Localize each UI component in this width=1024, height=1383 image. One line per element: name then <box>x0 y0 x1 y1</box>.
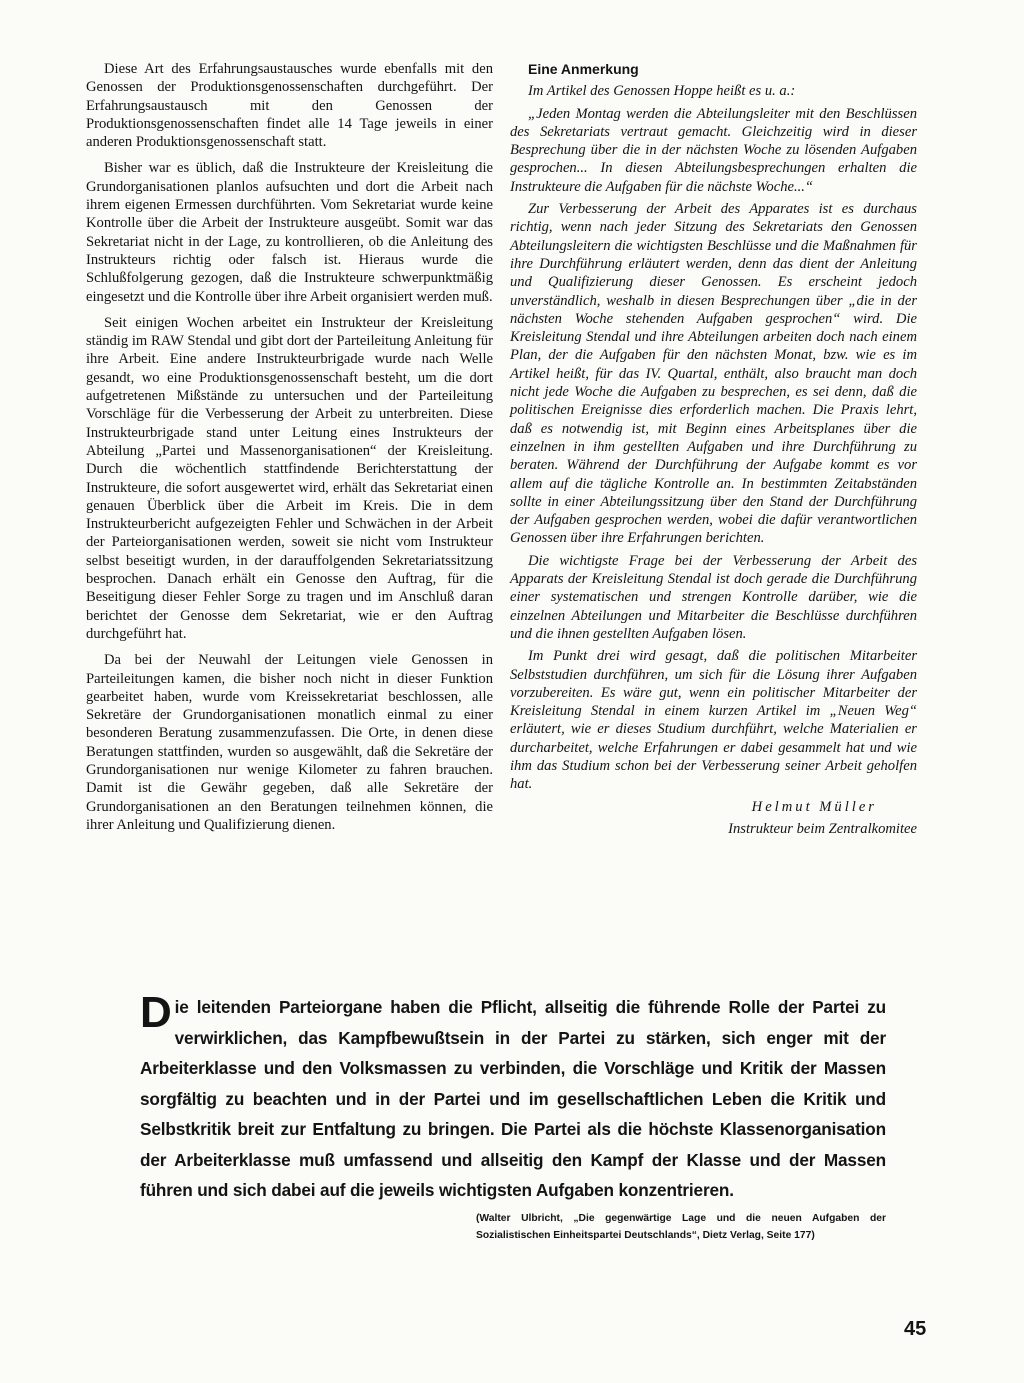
page-number: 45 <box>904 1318 927 1340</box>
right-paragraph-5: Im Punkt drei wird gesagt, daß die politischen Mitarbeiter Selbststudien durchführen, um sich für die Lösung ihrer Aufgaben vorzubereiten. Es wäre gut, wenn ein politischer Mitarbeiter der Kreisleitung Stendal in einem kurzen Artikel im „Neuen Weg“ erläutert, wie er dieses Studium durchführt, welche Materialien er durcharbeitet, welche Erfahrungen er dabei gesammelt hat und wie ihm das Studium schon bei der Verbesserung seiner Arbeit geholfen hat. <box>510 648 917 793</box>
right-paragraph-4: Die wichtigste Frage bei der Verbesserung der Arbeit des Apparats der Kreisleitung Stendal ist doch gerade die Durchführung einer systematischen und strengen Kontrolle darüber, wie die einzelnen Abteilungen und Mitarbeiter die Beschlüsse durchführen und die ihnen gestellten Aufgaben lösen. <box>510 552 917 642</box>
left-paragraph-3: Seit einigen Wochen arbeitet ein Instrukteur der Kreisleitung ständig im RAW Stendal und gibt dort der Parteileitung Anleitung für ihre Arbeit. Eine andere Instrukteurbrigade wurde nach Welle gesandt, wo eine Produktionsgenossenschaft besteht, um die dort aufgetretenen Mißstände zu untersuchen und der Parteileitung Vorschläge für die Verbesserung der Arbeit zu unterbreiten. Diese Instrukteurbrigade stand unter Leitung eines Instrukteurs der Abteilung „Partei und Massenorganisationen“ der Kreisleitung. Durch die wöchentlich stattfindende Berichterstattung der Instrukteure, die sofort ausgewertet wird, erhält das Sekretariat einen genauen Überblick über die Arbeit im Kreis. Die in dem Instrukteurbericht aufgezeigten Fehler und Schwächen in der Arbeit der Parteiorganisationen werden, soweit sie nicht vom Instrukteur selbst beseitigt wurden, in der darauffolgenden Sekretariatssitzung besprochen. Danach erhält ein Genosse den Auftrag, für die Beseitigung dieser Fehler Sorge zu tragen und im Anschluß daran berichtet der Genosse dem Sekretariat, wie er den Auftrag durchgeführt hat. <box>86 314 493 642</box>
left-paragraph-4: Da bei der Neuwahl der Leitungen viele Genossen in Parteileitungen kamen, die bisher noch nicht in dieser Funktion gearbeitet haben, wurde vom Kreissekretariat beschlossen, alle Sekretäre der Grundorganisationen monatlich einmal zu einer besonderen Beratung zusammenzufassen. Die Orte, in denen diese Beratungen stattfinden, wurden so ausgewählt, daß die Sekretäre der Grundorganisationen nur wenige Kilometer zu fahren brauchen. Damit ist die Gewähr gegeben, daß alle Sekretäre der Grundorganisationen an den Beratungen teilnehmen können, die ihrer Anleitung und Qualifizierung dienen. <box>86 652 493 833</box>
quote-text: ie leitenden Parteiorgane haben die Pflicht, allseitig die führende Rolle der Partei zu verwirklichen, das Kampfbewußtsein in der Partei zu stärken, sich enger mit der Arbeiterklasse und den Volksmassen zu verbinden, die Vorschläge und Kritik der Massen sorgfältig zu beachten und in der Partei und im gesellschaftlichen Leben die Kritik und Selbstkritik breit zur Entfaltung zu bringen. Die Partei als die höchste Klassenorganisation der Arbeiterklasse muß umfassend und allseitig den Kampf der Klasse und der Massen führen und sich dabei auf die jeweils wichtigsten Aufgaben konzentrieren. <box>140 997 886 1200</box>
signature-name: Helmut Müller <box>751 798 877 815</box>
quote-source: (Walter Ulbricht, „Die gegenwärtige Lage und die neuen Aufgaben der Sozialistischen Einheitspartei Deutschlands“, Dietz Verlag, Seite 177) <box>476 1213 886 1241</box>
right-paragraph-1: Im Artikel des Genossen Hoppe heißt es u. a.: <box>528 83 796 100</box>
quote-block <box>140 988 886 1206</box>
signature-title: Instrukteur beim Zentralkomitee <box>728 820 917 837</box>
left-paragraph-1: Diese Art des Erfahrungsaustausches wurde ebenfalls mit den Genossen der Produktionsgenossenschaften durchgeführt. Der Erfahrungsaustausch mit den Genossen der Produktionsgenossenschaften findet alle 14 Tage jeweils in einer anderen Produktionsgenossenschaft statt. <box>86 61 493 151</box>
right-paragraph-3: Zur Verbesserung der Arbeit des Apparates ist es durchaus richtig, wenn nach jeder Sitzung des Sekretariats den Genossen Abteilungsleitern die wichtigsten Beschlüsse und die Maßnahmen für ihre Durchführung erläutert werden, denn das dient der Anleitung und Qualifizierung dieser Genossen. Es erscheint jedoch unverständlich, weshalb in diesen Besprechungen über „die in der nächsten Woche stehenden Aufgaben gesprochen“ wird. Die Kreisleitung Stendal und ihre Abteilungen arbeiten doch nach einem Plan, der die Aufgaben für den nächsten Monat, bzw. wie es im Artikel heißt, für das IV. Quartal, enthält, also braucht man doch nicht jede Woche die Aufgaben zu besprechen, es sei denn, daß die politischen Ereignisse dies erforderlich machen. Die Praxis lehrt, daß es notwendig ist, mit Beginn eines Arbeitsplanes über die einzelnen in ihm gestellten Aufgaben und ihre Durchführung zu beraten. Während der Durchführung der Aufgabe kommt es vor allem auf die tägliche Kontrolle an. In bestimmten Zeitabständen sollte in einer Abteilungssitzung über den Stand der Durchführung der Aufgaben gesprochen werden, wobei die dafür verantwortlichen Genossen über ihre Erfahrungen berichten. <box>510 201 917 547</box>
left-paragraph-2: Bisher war es üblich, daß die Instrukteure der Kreisleitung die Grundorganisationen planlos aufsuchten und dort die Arbeit nach ihrem eigenen Ermessen durchführten. Vom Sekretariat wurde keine Kontrolle über die Arbeit der Instrukteure ausgeübt. Somit war das Sekretariat nicht in der Lage, zu kontrollieren, ob die Anleitung des Instrukteurs richtig oder falsch ist. Hieraus wurde die Schlußfolgerung gezogen, daß die Instrukteure schwerpunktmäßig eingesetzt und die Kontrolle über ihre Arbeit organisiert werden muß. <box>86 160 493 305</box>
right-column <box>510 60 917 842</box>
section-heading: Eine Anmerkung <box>528 61 639 77</box>
right-paragraph-2: „Jeden Montag werden die Abteilungsleiter mit den Beschlüssen des Sekretariats vertraut gemacht. Gleichzeitig wird in dieser Besprechung über die in der nächsten Woche zu lösenden Aufgaben gesprochen... In diesen Abteilungsbesprechungen erhalten die Instrukteure die Aufgaben für die nächste Woche...“ <box>510 105 917 195</box>
quote-dropcap: D <box>140 988 172 1037</box>
left-column <box>86 60 493 842</box>
